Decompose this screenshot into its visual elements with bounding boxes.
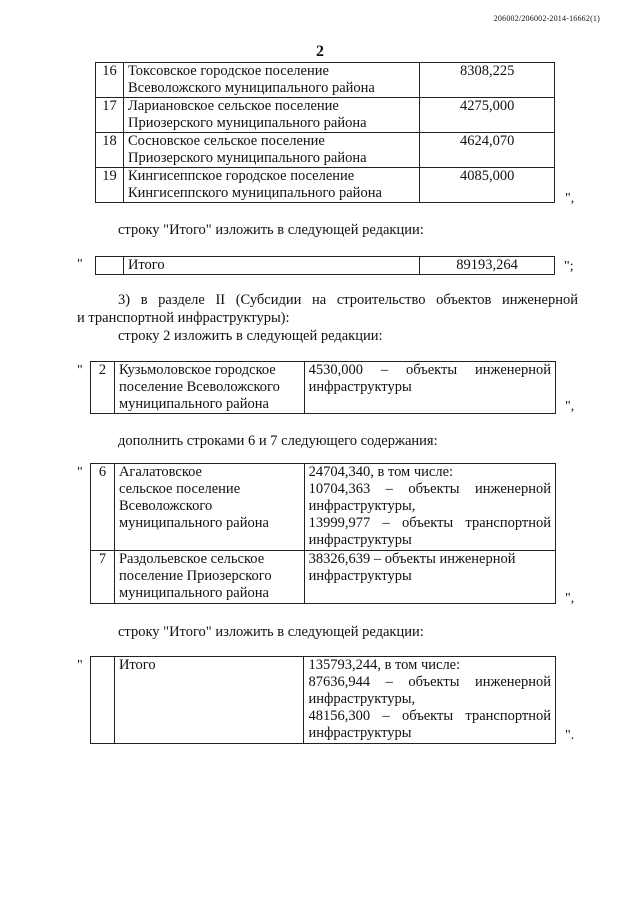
row-number: 17 bbox=[96, 98, 124, 133]
infrastructure-table-rows6-7 bbox=[90, 463, 556, 604]
instruction-text: строку "Итого" изложить в следующей редакции: bbox=[118, 624, 424, 640]
table-row bbox=[96, 257, 555, 275]
table-row bbox=[96, 63, 555, 98]
amount-cell: 24704,340, в том числе: 10704,363 – объекты инженерной инфраструктуры, 13999,977 – объекты транспортной инфраструктуры bbox=[304, 464, 555, 551]
row-number: 18 bbox=[96, 133, 124, 168]
page-number: 2 bbox=[316, 43, 324, 60]
settlement-name: Лариановское сельское поселение Приозерского муниципального района bbox=[123, 98, 419, 133]
amount-cell: 8308,225 bbox=[420, 63, 555, 98]
closing-quote: ". bbox=[565, 728, 575, 743]
closing-quote: ", bbox=[565, 591, 575, 606]
instruction-text: строку "Итого" изложить в следующей редакции: bbox=[118, 222, 424, 238]
closing-quote: ", bbox=[565, 191, 575, 206]
instruction-text: строку 2 изложить в следующей редакции: bbox=[118, 328, 383, 344]
table-row bbox=[96, 133, 555, 168]
section-paragraph-line: и транспортной инфраструктуры): bbox=[77, 310, 290, 326]
settlement-name: Токсовское городское поселение Всеволожского муниципального района bbox=[123, 63, 419, 98]
settlement-name: Раздольевское сельское поселение Приозерского муниципального района bbox=[114, 551, 304, 604]
amount-cell: 4275,000 bbox=[420, 98, 555, 133]
opening-quote: " bbox=[77, 658, 83, 673]
row-number: 6 bbox=[91, 464, 115, 551]
row-number: 7 bbox=[91, 551, 115, 604]
table-row bbox=[96, 168, 555, 203]
table-row bbox=[91, 464, 556, 551]
settlement-name: Агалатовское сельское поселение Всеволожского муниципального района bbox=[114, 464, 304, 551]
subsidy-table-continued bbox=[95, 62, 555, 203]
amount-cell: 4530,000 – объекты инженерной инфраструктуры bbox=[304, 362, 555, 414]
settlement-name: Кингисеппское городское поселение Кингисеппского муниципального района bbox=[123, 168, 419, 203]
amount-cell: 38326,639 – объекты инженерной инфраструктуры bbox=[304, 551, 555, 604]
closing-quote: ", bbox=[565, 399, 575, 414]
closing-quote: "; bbox=[564, 259, 574, 274]
settlement-name: Кузьмоловское городское поселение Всеволожского муниципального района bbox=[114, 362, 304, 414]
table-row bbox=[91, 362, 556, 414]
table-row bbox=[91, 657, 556, 744]
table-row bbox=[96, 98, 555, 133]
settlement-name: Сосновское сельское поселение Приозерского муниципального района bbox=[123, 133, 419, 168]
total-label: Итого bbox=[114, 657, 304, 744]
amount-cell: 4085,000 bbox=[420, 168, 555, 203]
row-number: 19 bbox=[96, 168, 124, 203]
opening-quote: " bbox=[77, 363, 83, 378]
row-number: 16 bbox=[96, 63, 124, 98]
table-row bbox=[91, 551, 556, 604]
infrastructure-table-row2 bbox=[90, 361, 556, 414]
total-amount: 135793,244, в том числе: 87636,944 – объекты инженерной инфраструктуры, 48156,300 – объекты транспортной инфраструктуры bbox=[304, 657, 556, 744]
document-number: 206002/206002-2014-16662(1) bbox=[493, 14, 600, 23]
section-paragraph-line: 3) в разделе II (Субсидии на строительство объектов инженерной bbox=[118, 292, 578, 308]
total-label: Итого bbox=[123, 257, 419, 275]
opening-quote: " bbox=[77, 257, 83, 272]
opening-quote: " bbox=[77, 465, 83, 480]
amount-cell: 4624,070 bbox=[420, 133, 555, 168]
row-number: 2 bbox=[91, 362, 115, 414]
total-amount: 89193,264 bbox=[420, 257, 555, 275]
infrastructure-total-table bbox=[90, 656, 556, 744]
total-table bbox=[95, 256, 555, 275]
instruction-text: дополнить строками 6 и 7 следующего содержания: bbox=[118, 433, 438, 449]
